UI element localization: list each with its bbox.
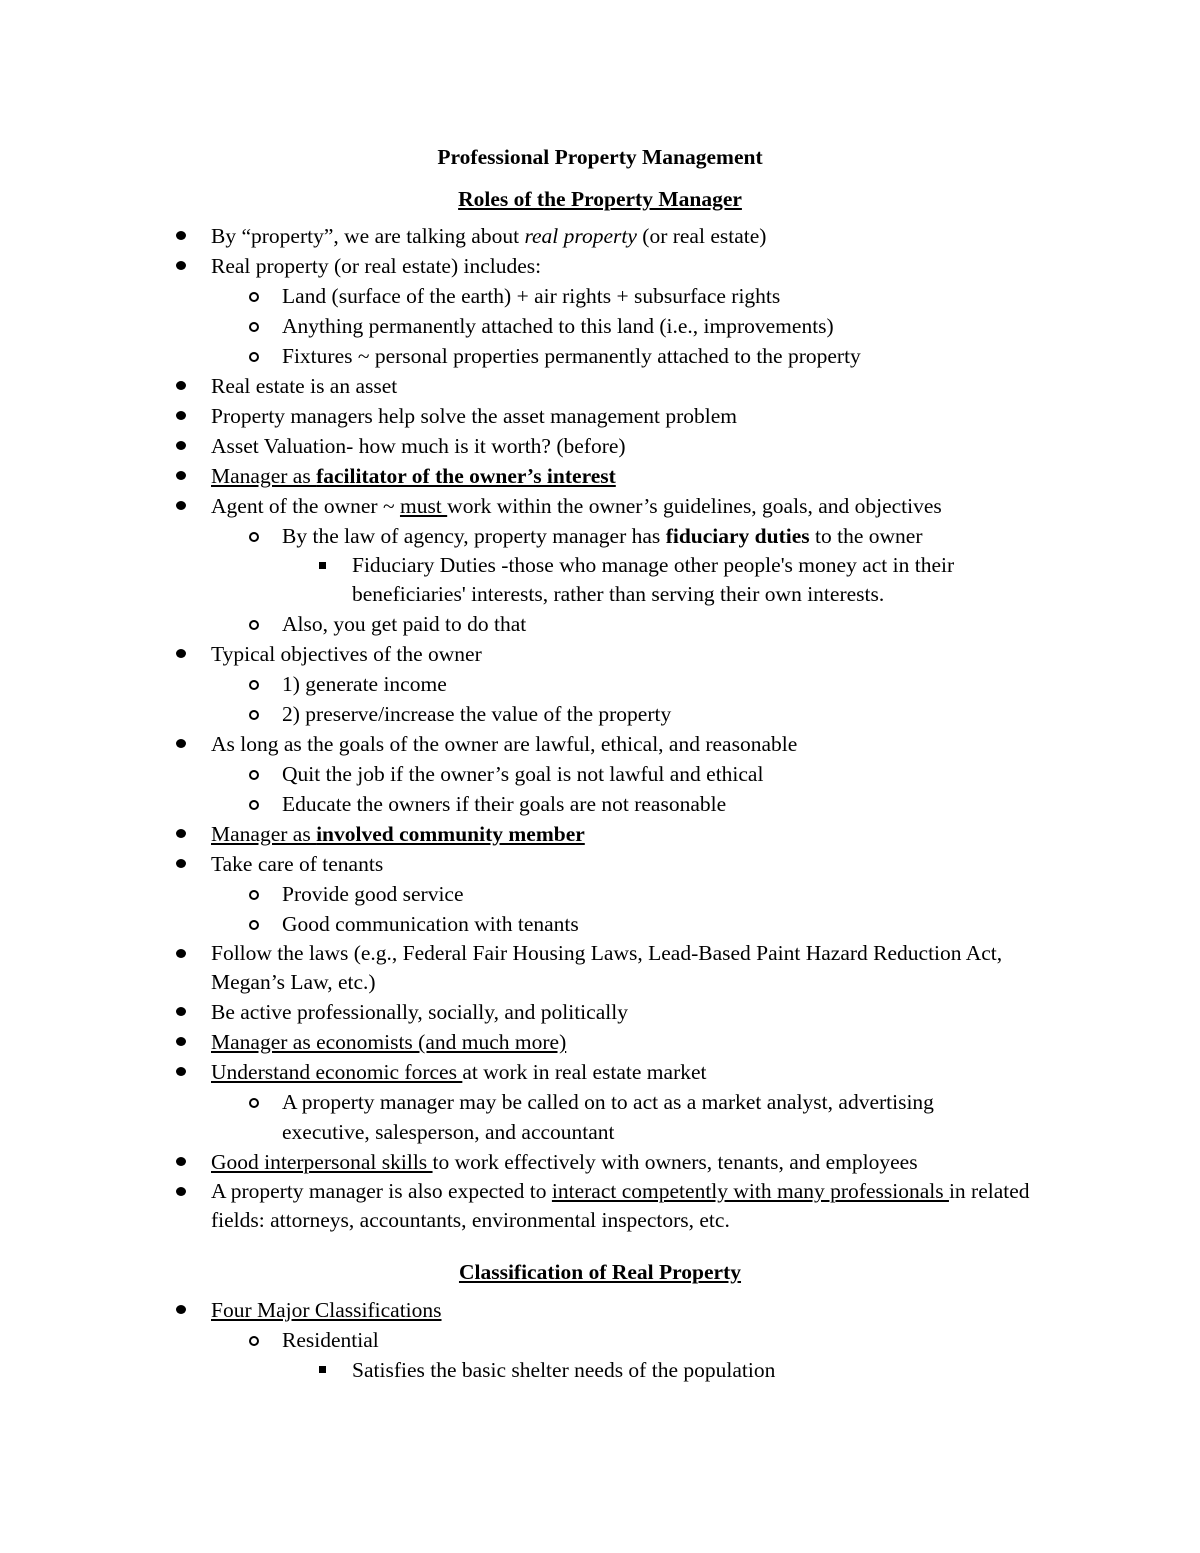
section-heading-classification: Classification of Real Property xyxy=(458,1260,742,1284)
list-item: 2) preserve/increase the value of the property xyxy=(0,699,1012,729)
hollow-bullet-icon xyxy=(249,322,259,332)
list-item: A property manager may be called on to act as a market analyst, advertising executive, salesperson, and accountant xyxy=(0,1087,1012,1147)
filled-bullet-icon xyxy=(176,471,186,480)
document-content xyxy=(0,139,1200,1385)
list-item: Good interpersonal skills to work effectively with owners, tenants, and employees xyxy=(0,1147,1041,1177)
filled-bullet-icon xyxy=(176,739,186,748)
hollow-bullet-icon xyxy=(249,800,259,810)
list-item: Good communication with tenants xyxy=(0,909,1012,939)
list-item: Take care of tenants xyxy=(0,849,1041,879)
hollow-bullet-icon xyxy=(249,770,259,780)
list-item: Manager as facilitator of the owner’s interest xyxy=(0,461,1041,491)
filled-bullet-icon xyxy=(176,231,186,240)
list-item: Land (surface of the earth) + air rights + subsurface rights xyxy=(0,281,1012,311)
filled-bullet-icon xyxy=(176,1007,186,1016)
list-item: Quit the job if the owner’s goal is not lawful and ethical xyxy=(0,759,1012,789)
list-item: Educate the owners if their goals are not reasonable xyxy=(0,789,1012,819)
filled-bullet-icon xyxy=(176,829,186,838)
list-item: Provide good service xyxy=(0,879,1012,909)
section-heading-roles: Roles of the Property Manager xyxy=(458,187,742,211)
hollow-bullet-icon xyxy=(249,1098,259,1108)
filled-bullet-icon xyxy=(176,1037,186,1046)
list-item: Residential xyxy=(0,1325,1012,1355)
list-item: Real property (or real estate) includes: xyxy=(0,251,1041,281)
hollow-bullet-icon xyxy=(249,680,259,690)
filled-bullet-icon xyxy=(176,1305,186,1314)
list-item: Asset Valuation- how much is it worth? (before) xyxy=(0,431,1041,461)
filled-bullet-icon xyxy=(176,1067,186,1076)
square-bullet-icon xyxy=(319,562,326,569)
list-item: Four Major Classifications xyxy=(0,1295,1041,1325)
filled-bullet-icon xyxy=(176,411,186,420)
document-title: Professional Property Management xyxy=(437,145,763,169)
list-item: Typical objectives of the owner xyxy=(0,639,1041,669)
list-item: A property manager is also expected to interact competently with many professionals in related fields: attorneys, accountants, environmental inspectors, etc. xyxy=(0,1177,1041,1235)
list-item: Satisfies the basic shelter needs of the population xyxy=(0,1355,1024,1385)
filled-bullet-icon xyxy=(176,261,186,270)
hollow-bullet-icon xyxy=(249,710,259,720)
list-item: Be active professionally, socially, and politically xyxy=(0,997,1041,1027)
filled-bullet-icon xyxy=(176,949,186,958)
hollow-bullet-icon xyxy=(249,890,259,900)
list-item: Property managers help solve the asset management problem xyxy=(0,401,1041,431)
hollow-bullet-icon xyxy=(249,920,259,930)
filled-bullet-icon xyxy=(176,1157,186,1166)
hollow-bullet-icon xyxy=(249,352,259,362)
list-item: By the law of agency, property manager has fiduciary duties to the owner xyxy=(0,521,1012,551)
hollow-bullet-icon xyxy=(249,1336,259,1346)
filled-bullet-icon xyxy=(176,649,186,658)
list-item: Manager as involved community member xyxy=(0,819,1041,849)
hollow-bullet-icon xyxy=(249,292,259,302)
list-item: Follow the laws (e.g., Federal Fair Housing Laws, Lead-Based Paint Hazard Reduction Act, Megan’s Law, etc.) xyxy=(0,939,1041,997)
list-item: By “property”, we are talking about real property (or real estate) xyxy=(0,221,1041,251)
filled-bullet-icon xyxy=(176,1187,186,1196)
list-item: Fixtures ~ personal properties permanently attached to the property xyxy=(0,341,1012,371)
list-item: Manager as economists (and much more) xyxy=(0,1027,1041,1057)
list-item: Understand economic forces at work in real estate market xyxy=(0,1057,1041,1087)
filled-bullet-icon xyxy=(176,501,186,510)
list-item: As long as the goals of the owner are lawful, ethical, and reasonable xyxy=(0,729,1041,759)
list-item: Real estate is an asset xyxy=(0,371,1041,401)
filled-bullet-icon xyxy=(176,441,186,450)
square-bullet-icon xyxy=(319,1366,326,1373)
list-item: 1) generate income xyxy=(0,669,1012,699)
hollow-bullet-icon xyxy=(249,620,259,630)
filled-bullet-icon xyxy=(176,859,186,868)
classification-list xyxy=(0,1295,1200,1385)
list-item: Anything permanently attached to this land (i.e., improvements) xyxy=(0,311,1012,341)
roles-list xyxy=(0,221,1200,1235)
hollow-bullet-icon xyxy=(249,532,259,542)
filled-bullet-icon xyxy=(176,381,186,390)
list-item: Also, you get paid to do that xyxy=(0,609,1012,639)
list-item: Fiduciary Duties -those who manage other people's money act in their beneficiaries' interests, rather than serving their own interests. xyxy=(0,551,1024,609)
list-item: Agent of the owner ~ must work within the owner’s guidelines, goals, and objectives xyxy=(0,491,1041,521)
